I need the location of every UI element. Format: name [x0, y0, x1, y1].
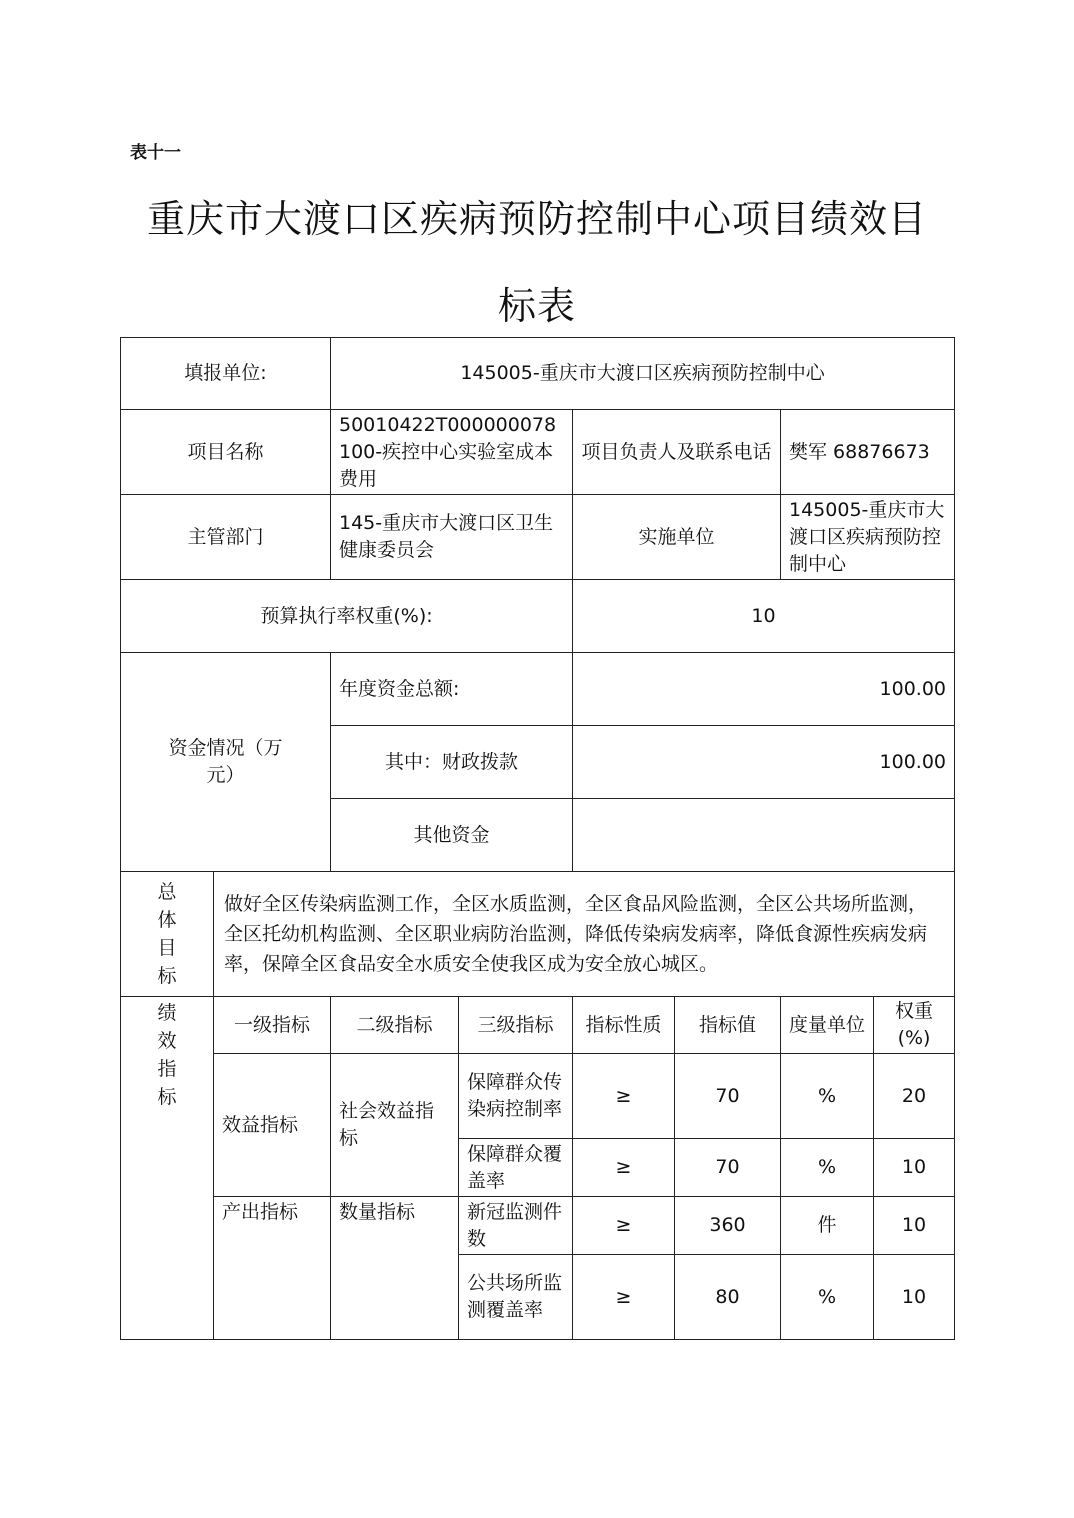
impl-unit-label: 实施单位 [573, 495, 781, 580]
level1-cell: 产出指标 [214, 1197, 331, 1340]
page-title: 重庆市大渡口区疾病预防控制中心项目绩效目 [146, 197, 927, 241]
nature-cell: ≥ [573, 1139, 675, 1197]
overall-goal-label [121, 872, 214, 997]
page-title-line2: 标表 [497, 284, 576, 328]
impl-unit-value: 145005-重庆市大渡口区疾病预防控制中心 [781, 495, 955, 580]
table-number-label: 表十一 [130, 143, 181, 163]
level3-cell: 保障群众传染病控制率 [459, 1054, 573, 1139]
unit-cell: % [781, 1255, 874, 1340]
budget-rate-label: 预算执行率权重(%): [121, 580, 573, 653]
funds-fiscal-value: 100.00 [573, 726, 955, 799]
label-char: 标 [157, 1086, 177, 1108]
label-char: 目 [157, 937, 177, 959]
value-cell: 360 [675, 1197, 781, 1255]
nature-cell: ≥ [573, 1255, 675, 1340]
label-char: 效 [157, 1030, 177, 1052]
nature-cell: ≥ [573, 1054, 675, 1139]
label-char: 绩 [157, 1002, 177, 1024]
unit-cell: % [781, 1139, 874, 1197]
funds-other-label: 其他资金 [331, 799, 573, 872]
contact-label: 项目负责人及联系电话 [573, 410, 781, 495]
indicator-header-row [121, 997, 955, 1054]
dept-label: 主管部门 [121, 495, 331, 580]
col-header-unit: 度量单位 [781, 997, 874, 1054]
value-cell: 70 [675, 1139, 781, 1197]
nature-cell: ≥ [573, 1197, 675, 1255]
col-header-weight: 权重(%) [874, 997, 955, 1054]
level3-cell: 公共场所监测覆盖率 [459, 1255, 573, 1340]
col-header-value: 指标值 [675, 997, 781, 1054]
reporting-unit-value: 145005-重庆市大渡口区疾病预防控制中心 [331, 338, 955, 410]
weight-cell: 20 [874, 1054, 955, 1139]
contact-value: 樊军 68876673 [781, 410, 955, 495]
level3-cell: 保障群众覆盖率 [459, 1139, 573, 1197]
weight-cell: 10 [874, 1197, 955, 1255]
label-char: 标 [157, 965, 177, 987]
level3-cell: 新冠监测件数 [459, 1197, 573, 1255]
col-header-level3: 三级指标 [459, 997, 573, 1054]
table-row [121, 1054, 955, 1139]
budget-rate-row [121, 580, 955, 653]
dept-value: 145-重庆市大渡口区卫生健康委员会 [331, 495, 573, 580]
funds-total-label: 年度资金总额: [331, 653, 573, 726]
project-name-row [121, 410, 955, 495]
col-header-nature: 指标性质 [573, 997, 675, 1054]
col-header-level1: 一级指标 [214, 997, 331, 1054]
project-name-value: 50010422T000000078100-疾控中心实验室成本费用 [331, 410, 573, 495]
funds-other-value [573, 799, 955, 872]
overall-goal-text: 做好全区传染病监测工作，全区水质监测，全区食品风险监测，全区公共场所监测，全区托幼机构监测、全区职业病防治监测，降低传染病发病率，降低食源性疾病发病率，保障全区食品安全水质安全使我区成为安全放心城区。 [214, 872, 955, 997]
overall-goal-row [121, 872, 955, 997]
project-name-label: 项目名称 [121, 410, 331, 495]
col-header-level2: 二级指标 [331, 997, 459, 1054]
budget-rate-value: 10 [573, 580, 955, 653]
indicators-label [121, 997, 214, 1340]
funds-fiscal-label: 其中：财政拨款 [331, 726, 573, 799]
weight-cell: 10 [874, 1139, 955, 1197]
level2-cell: 数量指标 [331, 1197, 459, 1340]
performance-target-table [120, 337, 955, 1340]
unit-cell: % [781, 1054, 874, 1139]
label-char: 体 [157, 909, 177, 931]
label-char: 指 [157, 1058, 177, 1080]
reporting-unit-label: 填报单位: [121, 338, 331, 410]
reporting-unit-row [121, 338, 955, 410]
funds-total-row [121, 653, 955, 726]
department-row [121, 495, 955, 580]
level2-cell: 社会效益指标 [331, 1054, 459, 1197]
level1-cell: 效益指标 [214, 1054, 331, 1197]
value-cell: 70 [675, 1054, 781, 1139]
label-char: 总 [157, 881, 177, 903]
funds-label: 资金情况（万元） [121, 653, 331, 872]
funds-total-value: 100.00 [573, 653, 955, 726]
table-row [121, 1197, 955, 1255]
value-cell: 80 [675, 1255, 781, 1340]
weight-cell: 10 [874, 1255, 955, 1340]
unit-cell: 件 [781, 1197, 874, 1255]
